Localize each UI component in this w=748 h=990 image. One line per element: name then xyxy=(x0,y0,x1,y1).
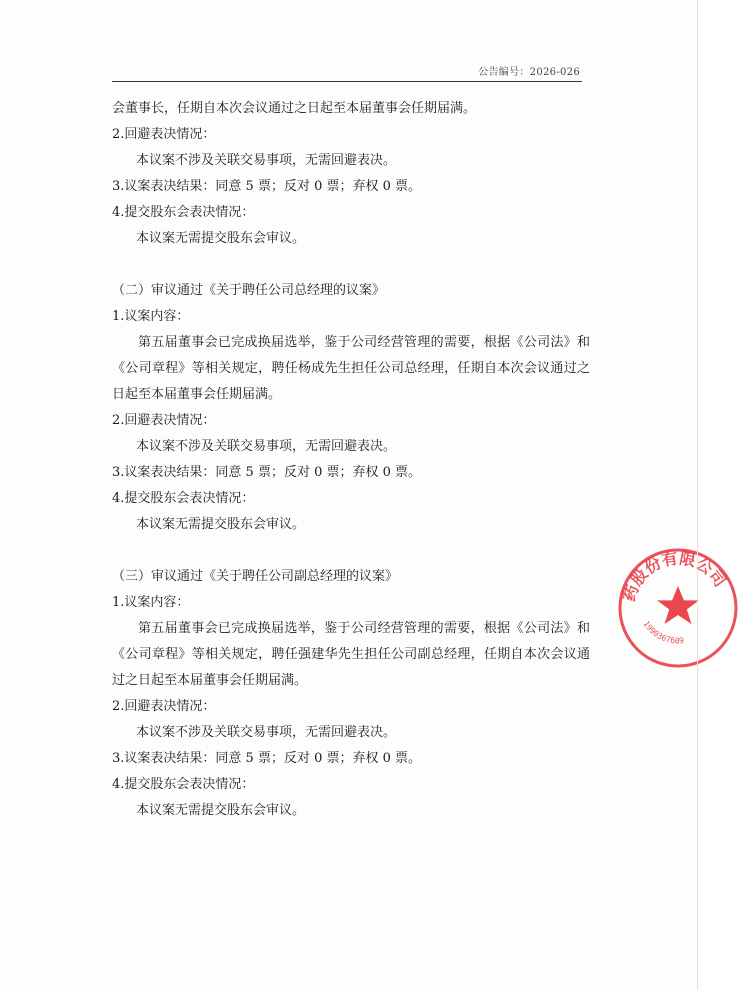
section2-content-label: 1.议案内容： xyxy=(112,309,190,324)
company-seal-stamp xyxy=(608,536,748,676)
section3-submit-text: 本议案无需提交股东会审议。 xyxy=(136,803,306,818)
page-edge xyxy=(697,0,698,990)
seal-code: 1990367609 xyxy=(641,619,685,646)
announcement-number: 公告编号：2026-026 xyxy=(478,67,580,78)
seal-company-name: 药股份有限公司 xyxy=(619,548,730,604)
intro-submit-text: 本议案无需提交股东会审议。 xyxy=(136,231,306,246)
spacer xyxy=(112,252,590,278)
section2-title: （二）审议通过《关于聘任公司总经理的议案》 xyxy=(112,283,386,298)
section2-submit-text: 本议案无需提交股东会审议。 xyxy=(136,517,306,532)
spacer xyxy=(112,538,590,564)
section3-submit-label: 4.提交股东会表决情况： xyxy=(112,777,255,792)
document-body xyxy=(112,96,590,824)
section3-content-text: 第五届董事会已完成换届选举，鉴于公司经营管理的需要，根据《公司法》和《公司章程》等相关规定，聘任强建华先生担任公司副总经理，任期自本次会议通过之日起至本届董事会任期届满。 xyxy=(112,621,590,688)
header-divider xyxy=(112,81,582,82)
intro-avoid-text: 本议案不涉及关联交易事项，无需回避表决。 xyxy=(136,153,397,168)
section2-avoid-text: 本议案不涉及关联交易事项，无需回避表决。 xyxy=(136,439,397,454)
section2-avoid-label: 2.回避表决情况： xyxy=(112,413,216,428)
section3-avoid-label: 2.回避表决情况： xyxy=(112,699,216,714)
intro-continuation: 会董事长，任期自本次会议通过之日起至本届董事会任期届满。 xyxy=(112,101,477,116)
section2-vote-result: 3.议案表决结果：同意 5 票；反对 0 票；弃权 0 票。 xyxy=(112,465,422,480)
intro-submit-label: 4.提交股东会表决情况： xyxy=(112,205,255,220)
section2-content-text: 第五届董事会已完成换届选举，鉴于公司经营管理的需要，根据《公司法》和《公司章程》等相关规定，聘任杨成先生担任公司总经理，任期自本次会议通过之日起至本届董事会任期届满。 xyxy=(112,335,590,402)
section3-content-label: 1.议案内容： xyxy=(112,595,190,610)
section3-title: （三）审议通过《关于聘任公司副总经理的议案》 xyxy=(112,569,399,584)
section2-submit-label: 4.提交股东会表决情况： xyxy=(112,491,255,506)
section3-vote-result: 3.议案表决结果：同意 5 票；反对 0 票；弃权 0 票。 xyxy=(112,751,422,766)
section3-avoid-text: 本议案不涉及关联交易事项，无需回避表决。 xyxy=(136,725,397,740)
intro-avoid-label: 2.回避表决情况： xyxy=(112,127,216,142)
intro-vote-result: 3.议案表决结果：同意 5 票；反对 0 票；弃权 0 票。 xyxy=(112,179,422,194)
seal-star-icon xyxy=(657,586,699,624)
